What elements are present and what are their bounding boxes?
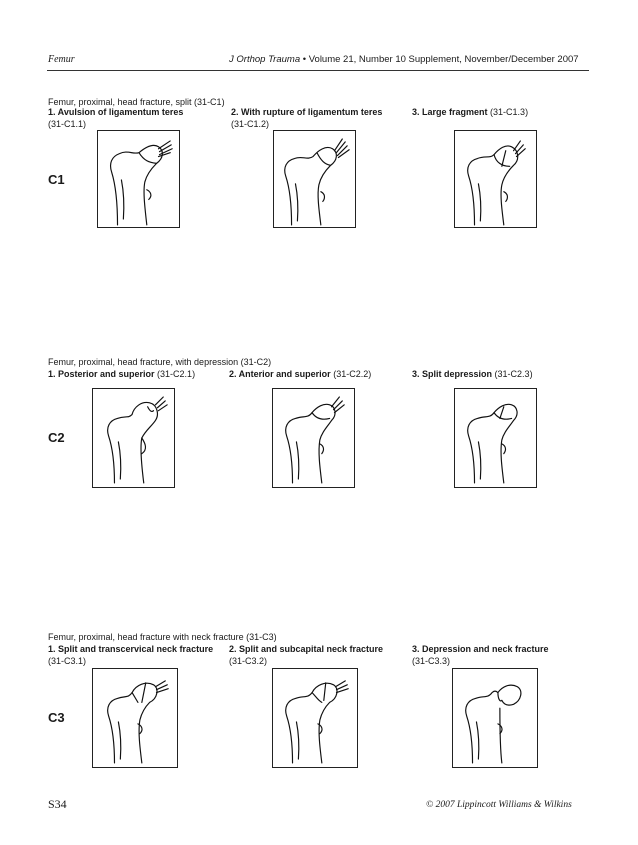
figure-c2-1	[92, 388, 175, 488]
page-number: S34	[48, 797, 67, 811]
running-header-journal	[229, 54, 579, 65]
femur-drawing	[98, 131, 179, 227]
femur-drawing	[273, 389, 354, 487]
row-label-c1: C1	[48, 172, 65, 187]
group-title-c2: Femur, proximal, head fracture, with depression (31-C2)	[48, 357, 272, 367]
group-title-c1: Femur, proximal, head fracture, split (31-C1)	[48, 97, 225, 107]
figure-c2-2	[272, 388, 355, 488]
caption-c1-3	[412, 106, 528, 118]
caption-title: 2. With rupture of ligamentum teres	[231, 107, 383, 117]
caption-title: 2. Split and subcapital neck fracture	[229, 644, 384, 654]
caption-c2-2	[229, 368, 371, 380]
copyright: © 2007 Lippincott Williams & Wilkins	[426, 800, 572, 810]
figure-c2-3	[454, 388, 537, 488]
row-label-c3: C3	[48, 710, 65, 725]
figure-c1-3	[454, 130, 537, 228]
journal-name: J Orthop Trauma	[229, 54, 301, 65]
caption-code: (31-C1.2)	[231, 119, 270, 129]
caption-code: (31-C2.2)	[333, 369, 372, 379]
row-label-c2: C2	[48, 430, 65, 445]
caption-code: (31-C3.2)	[229, 656, 268, 666]
caption-code: (31-C1.3)	[490, 107, 529, 117]
figure-c3-1	[92, 668, 178, 768]
femur-drawing	[455, 131, 536, 227]
caption-title: 1. Avulsion of ligamentum teres	[48, 107, 184, 117]
caption-title: 1. Split and transcervical neck fracture	[48, 644, 214, 654]
caption-code: (31-C2.1)	[157, 369, 196, 379]
caption-c2-1	[48, 368, 195, 380]
femur-drawing	[93, 669, 177, 767]
caption-title: 2. Anterior and superior	[229, 369, 331, 379]
running-header-section: Femur	[48, 54, 75, 65]
caption-title: 3. Depression and neck fracture	[412, 644, 549, 654]
group-title-c3: Femur, proximal, head fracture with neck fracture (31-C3)	[48, 632, 277, 642]
caption-c3-3	[412, 643, 549, 667]
caption-c1-1	[48, 106, 183, 130]
caption-c1-2	[231, 106, 382, 130]
caption-title: 3. Large fragment	[412, 107, 488, 117]
caption-title: 3. Split depression	[412, 369, 493, 379]
caption-code: (31-C1.1)	[48, 119, 87, 129]
caption-c2-3	[412, 368, 533, 380]
figure-c3-3	[452, 668, 538, 768]
femur-drawing	[93, 389, 174, 487]
issue-details: Volume 21, Number 10 Supplement, November/December 2007	[308, 54, 579, 65]
femur-drawing	[273, 669, 357, 767]
caption-c3-1	[48, 643, 213, 667]
figure-c1-1	[97, 130, 180, 228]
header-rule	[47, 70, 589, 71]
caption-code: (31-C2.3)	[494, 369, 533, 379]
bullet: •	[302, 54, 307, 65]
figure-c3-2	[272, 668, 358, 768]
caption-title: 1. Posterior and superior	[48, 369, 155, 379]
caption-code: (31-C3.3)	[412, 656, 451, 666]
femur-drawing	[274, 131, 355, 227]
figure-c1-2	[273, 130, 356, 228]
femur-drawing	[455, 389, 536, 487]
caption-code: (31-C3.1)	[48, 656, 87, 666]
caption-c3-2	[229, 643, 383, 667]
femur-drawing	[453, 669, 537, 767]
